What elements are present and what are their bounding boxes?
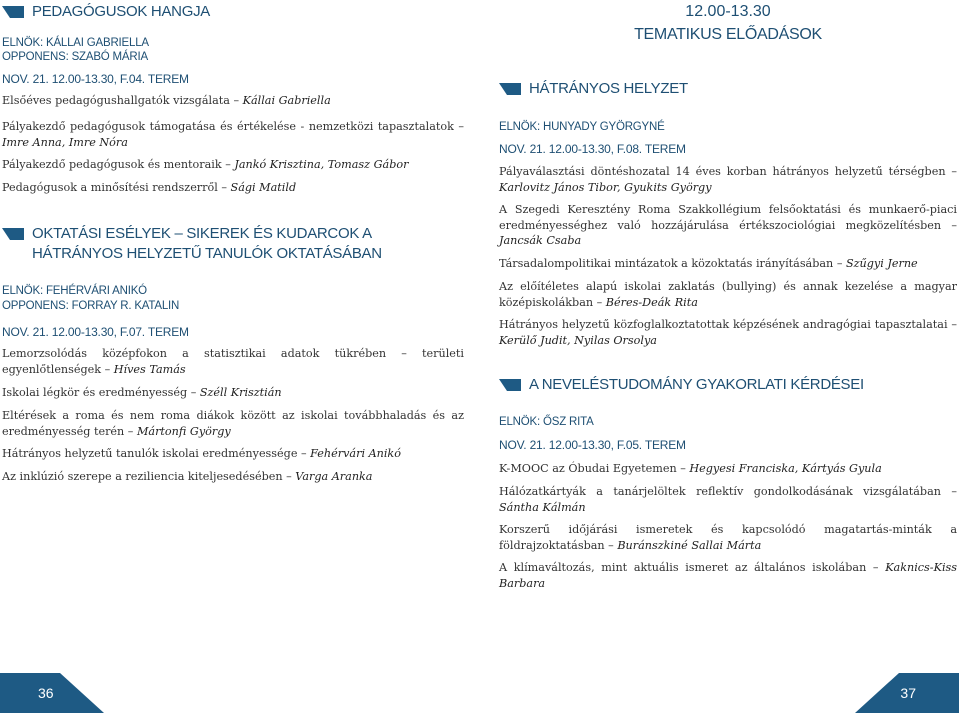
talk-item [2,446,464,462]
talk-title: Pedagógusok a minősítési rendszerről – [2,181,231,194]
talk-title: Elsőéves pedagógushallgatók vizsgálata – [2,94,243,107]
chair: ELNÖK: KÁLLAI GABRIELLA [2,37,149,49]
talk-title: Az inklúzió szerepe a reziliencia kiteljesedésében – [2,470,296,483]
talk-author: Szűgyi Jerne [845,257,918,270]
talk-item [499,279,957,310]
talk-author: Fehérvári Anikó [310,447,401,460]
section-title-text: A NEVELÉSTUDOMÁNY GYAKORLATI KÉRDÉSEI [529,376,864,393]
talk-author: Karlovitz János Tibor, Gyukits György [499,180,712,194]
talk-item [499,461,957,477]
session-time: NOV. 21. 12.00-13.30, F.08. TEREM [499,142,686,156]
section-title-text: OKTATÁSI ESÉLYEK – SIKEREK ÉS KUDARCOK A HÁTRÁNYOS HELYZETŰ TANULÓK OKTATÁSÁBAN [32,225,382,262]
opponent: OPPONENS: SZABÓ MÁRIA [2,51,148,63]
talk-title: Iskolai légkör és eredményesség – [2,386,200,399]
session-time: NOV. 21. 12.00-13.30, F.05. TEREM [499,438,686,452]
talk-title: Az előítéletes alapú iskolai zaklatás (bullying) és annak kezelése a magyar középiskolákban – [499,280,957,309]
opponent: OPPONENS: FORRAY R. KATALIN [2,300,180,312]
talk-title: Eltérések a roma és nem roma diákok között az iskolai továbbhaladás és az eredményesség terén – [2,409,464,438]
chair: ELNÖK: HUNYADY GYÖRGYNÉ [499,121,665,133]
chair: ELNÖK: ŐSZ RITA [499,416,594,428]
talk-author: Sántha Kálmán [499,500,586,514]
talk-author: Széll Krisztián [199,386,282,399]
talk-item [499,522,957,553]
talk-item [2,157,464,173]
talk-author: Sági Matild [230,181,297,194]
section-title-pedagogusok-hangja [2,2,210,22]
talk-title: Pályakezdő pedagógusok támogatása és értékelése - nemzetközi tapasztalatok – [2,120,464,133]
talk-item [499,256,957,272]
page-number-left: 36 [38,685,54,701]
talk-item [2,119,464,150]
header-time: 12.00-13.30 [685,3,771,20]
talk-item [2,93,464,109]
talk-title: K-MOOC az Óbudai Egyetemen – [499,462,690,475]
talk-title: Pályakezdő pedagógusok és mentoraik – [2,158,235,171]
talk-author: Jankó Krisztina, Tomasz Gábor [234,158,409,171]
talk-author: Hegyesi Franciska, Kártyás Gyula [689,462,882,475]
talk-item [499,202,957,249]
talk-author: Mártonfi György [136,424,231,438]
header-title: TEMATIKUS ELŐADÁSOK [634,26,822,43]
talk-author: Kállai Gabriella [242,94,331,107]
session-time: NOV. 21. 12.00-13.30, F.07. TEREM [2,325,189,339]
talk-title: Hálózatkártyák a tanárjelöltek reflektív gondolkodásának vizsgálatában – [499,485,957,498]
talk-author: Kaknics-Kiss Barbara [499,561,957,590]
talk-item [499,560,957,591]
talk-author: Imre Anna, Imre Nóra [2,135,128,149]
talk-item [499,317,957,348]
talk-item [499,484,957,515]
talk-title: A Szegedi Keresztény Roma Szakkollégium felsőoktatási és munkaerő-piaci eredményességhez való hozzájárulása értékszociológiai megközelítésben – [499,203,957,232]
section-flag-icon [2,228,24,240]
talk-title: Társadalompolitikai mintázatok a közoktatás irányításában – [499,257,846,270]
talk-author: Béres-Deák Rita [605,295,698,309]
section-title-text: PEDAGÓGUSOK HANGJA [32,3,210,20]
talk-title: Lemorzsolódás középfokon a statisztikai adatok tükrében – területi egyenlőtlenségek – [2,347,464,376]
talk-author: Varga Aranka [295,470,373,483]
section-flag-icon [499,83,521,95]
section-title-hatranyos-helyzet [499,79,688,99]
talk-item [2,385,464,401]
section-title-text: HÁTRÁNYOS HELYZET [529,80,688,97]
section-flag-icon [2,6,24,18]
talk-item [2,469,464,485]
talk-item [2,346,464,377]
talk-title: A klímaváltozás, mint aktuális ismeret az általános iskolában – [499,561,886,574]
session-time: NOV. 21. 12.00-13.30, F.04. TEREM [2,72,189,86]
talk-author: Jancsák Csaba [499,234,582,247]
talk-title: Pályaválasztási döntéshozatal 14 éves korban hátrányos helyzetű térségben – [499,165,957,178]
talk-title: Hátrányos helyzetű közfoglalkoztatottak képzésének andragógiai tapasztalatai – [499,318,957,331]
section-title-oktatasi-eselyek [2,224,452,264]
talk-item [499,164,957,195]
section-title-nevelestudomany [499,375,864,395]
chair: ELNÖK: FEHÉRVÁRI ANIKÓ [2,285,147,297]
talk-item [2,408,464,439]
talk-author: Buránszkiné Sallai Márta [617,538,762,552]
talk-item [2,180,464,196]
talk-author: Kerülő Judit, Nyilas Orsolya [499,333,657,347]
page-number-right: 37 [900,685,916,701]
talk-title: Korszerű időjárási ismeretek és kapcsolódó magatartás-minták a földrajzoktatásban – [499,523,957,552]
talk-title: Hátrányos helyzetű tanulók iskolai eredményessége – [2,447,311,460]
section-flag-icon [499,379,521,391]
talk-author: Híves Tamás [113,362,186,376]
